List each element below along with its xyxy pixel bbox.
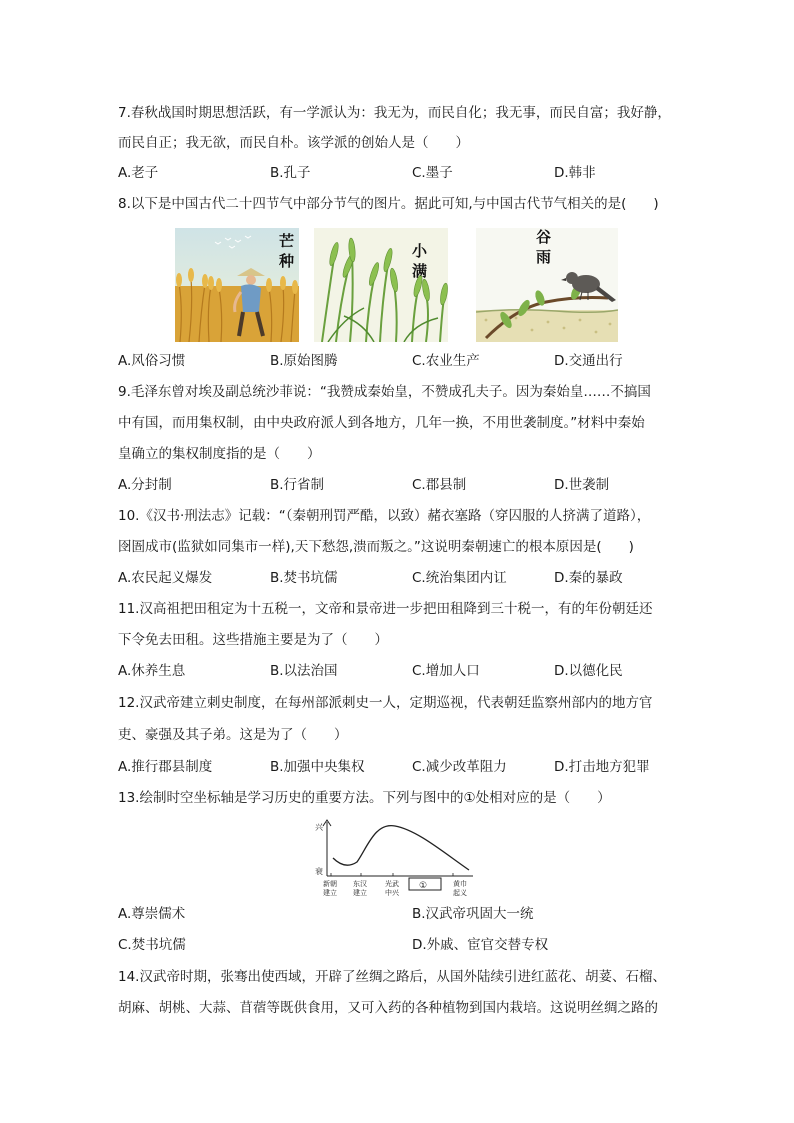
x-label-1b: 建立 (323, 889, 337, 897)
q10-option-d[interactable]: D.秦的暴政 (554, 570, 623, 586)
q13-line-1: 13.绘制时空坐标轴是学习历史的重要方法。下列与图中的①处相对应的是（ ） (118, 790, 611, 806)
q11-line-1: 11.汉高祖把田租定为十五税一，文帝和景帝进一步把田租降到三十税一，有的年份朝廷还 (118, 601, 653, 617)
q11-option-b[interactable]: B.以法治国 (270, 663, 338, 679)
q9-line-2: 中有国，而用集权制，由中央政府派人到各地方，几年一换，不用世袭制度。”材料中秦始 (118, 415, 645, 431)
xiaoman-char-1: 小 (412, 242, 428, 260)
q8-line-1: 8.以下是中国古代二十四节气中部分节气的图片。据此可知,与中国古代节气相关的是( ) (118, 196, 659, 212)
q12-option-b[interactable]: B.加强中央集权 (270, 759, 365, 775)
x-label-2a: 东汉 (353, 880, 367, 888)
q12-option-c[interactable]: C.减少改革阻力 (412, 759, 507, 775)
x-label-3a: 光武 (385, 880, 399, 888)
mangzhong-char-1: 芒 (279, 232, 295, 250)
mangzhong-char-2: 种 (279, 252, 295, 270)
timeline-chart (313, 818, 483, 898)
q8-option-c[interactable]: C.农业生产 (412, 353, 480, 369)
x-label-4b: 起义 (453, 889, 467, 897)
q7-option-b[interactable]: B.孔子 (270, 165, 311, 181)
q9-option-d[interactable]: D.世袭制 (554, 477, 610, 493)
xiaoman-char-2: 满 (412, 262, 428, 280)
q13-option-b[interactable]: B.汉武帝巩固大一统 (412, 906, 534, 922)
q10-option-b[interactable]: B.焚书坑儒 (270, 570, 338, 586)
q9-option-c[interactable]: C.郡县制 (412, 477, 467, 493)
q11-option-d[interactable]: D.以德化民 (554, 663, 623, 679)
x-label-4a: 黄巾 (453, 880, 467, 888)
q9-line-3: 皇确立的集权制度指的是（ ） (118, 446, 321, 462)
q9-option-a[interactable]: A.分封制 (118, 477, 172, 493)
q11-line-2: 下令免去田租。这些措施主要是为了（ ） (118, 632, 388, 648)
q14-line-1: 14.汉武帝时期，张骞出使西域，开辟了丝绸之路后，从国外陆续引进红蓝花、胡荽、石榴、 (118, 969, 666, 985)
q11-option-a[interactable]: A.休养生息 (118, 663, 186, 679)
q13-option-a[interactable]: A.尊崇儒术 (118, 906, 186, 922)
guyu-char-2: 雨 (536, 248, 552, 266)
x-label-1a: 新朝 (323, 880, 337, 888)
trend-curve (333, 826, 469, 870)
q11-option-c[interactable]: C.增加人口 (412, 663, 480, 679)
q9-option-b[interactable]: B.行省制 (270, 477, 325, 493)
q10-line-2: 囹圄成市(监狱如同集市一样),天下愁怨,溃而叛之。”这说明秦朝速亡的根本原因是( ) (118, 539, 634, 555)
q10-line-1: 10.《汉书·刑法志》记载：“（秦朝刑罚严酷，以致）赭衣塞路（穿囚服的人挤满了道路）， (118, 508, 651, 524)
q13-option-d[interactable]: D.外戚、宦官交替专权 (412, 937, 549, 953)
q8-option-d[interactable]: D.交通出行 (554, 353, 623, 369)
y-label-bottom: 衰 (315, 867, 323, 876)
q12-line-2: 吏、豪强及其子弟。这是为了（ ） (118, 727, 348, 743)
q9-line-1: 9.毛泽东曾对埃及副总统沙菲说：“我赞成秦始皇，不赞成孔夫子。因为秦始皇……不搞国 (118, 384, 651, 400)
x-label-3b: 中兴 (385, 889, 399, 897)
q7-line-1: 7.春秋战国时期思想活跃，有一学派认为：我无为，而民自化；我无事，而民自富；我好静， (118, 105, 671, 121)
xiaoman-illustration (314, 228, 448, 342)
q12-line-1: 12.汉武帝建立刺史制度，在每州部派刺史一人，定期巡视，代表朝廷监察州部内的地方官 (118, 695, 653, 711)
q7-option-a[interactable]: A.老子 (118, 165, 159, 181)
y-label-top: 兴 (315, 823, 323, 832)
q7-option-c[interactable]: C.墨子 (412, 165, 453, 181)
q8-option-b[interactable]: B.原始图腾 (270, 353, 338, 369)
mangzhong-illustration (175, 228, 299, 342)
q7-line-2: 而民自正；我无欲，而民自朴。该学派的创始人是（ ） (118, 135, 469, 151)
q14-line-2: 胡麻、胡桃、大蒜、苜蓿等既供食用，又可入药的各种植物到国内栽培。这说明丝绸之路的 (118, 1000, 658, 1016)
q10-option-c[interactable]: C.统治集团内讧 (412, 570, 507, 586)
q7-option-d[interactable]: D.韩非 (554, 165, 596, 181)
guyu-illustration (476, 228, 618, 342)
guyu-char-1: 谷 (536, 228, 552, 246)
q13-option-c[interactable]: C.焚书坑儒 (118, 937, 186, 953)
q12-option-a[interactable]: A.推行郡县制度 (118, 759, 213, 775)
marker-label: ① (419, 881, 428, 891)
x-label-2b: 建立 (353, 889, 367, 897)
q12-option-d[interactable]: D.打击地方犯罪 (554, 759, 650, 775)
q8-option-a[interactable]: A.风俗习惯 (118, 353, 186, 369)
q10-option-a[interactable]: A.农民起义爆发 (118, 570, 213, 586)
